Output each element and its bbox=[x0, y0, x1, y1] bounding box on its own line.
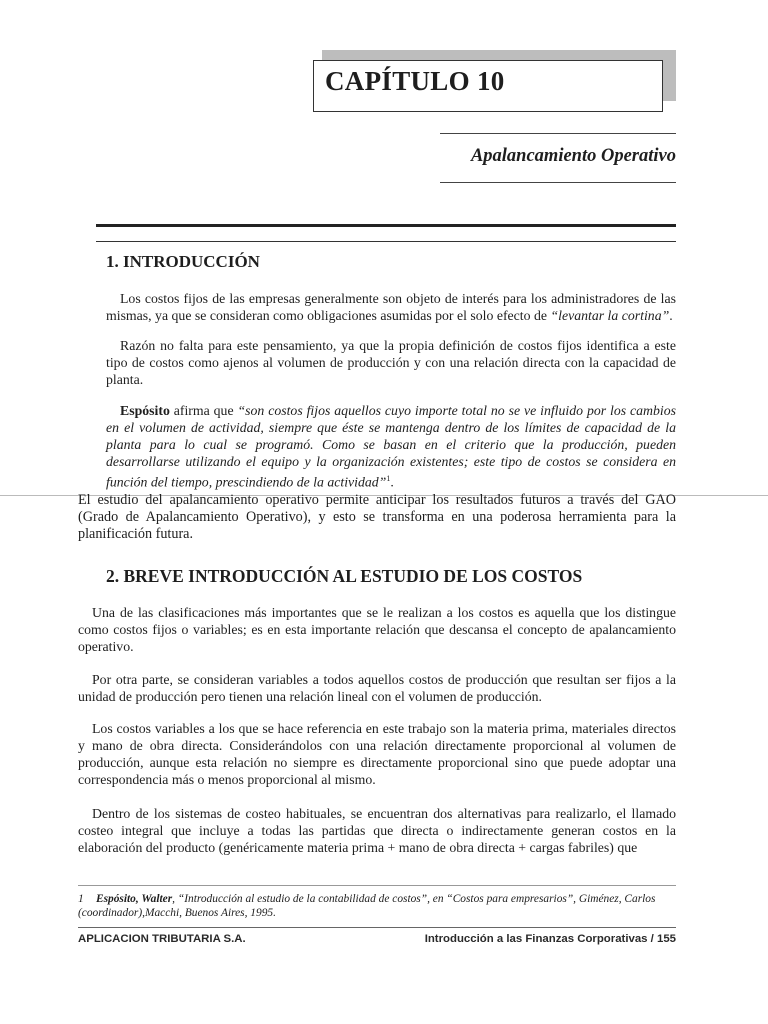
section-heading-costos: 2. BREVE INTRODUCCIÓN AL ESTUDIO DE LOS COSTOS bbox=[106, 566, 583, 586]
chapter-title: CAPÍTULO 10 bbox=[325, 66, 505, 96]
intro-p1-quote: “levantar la cortina” bbox=[550, 308, 670, 323]
costos-paragraph-4: Dentro de los sistemas de costeo habituales, se encuentran dos alternativas para realizarlo, el llamado costeo integral que incluye a todas las partidas que directa o indirectamente generan costos en la elaboración del producto (genéricamente materia prima + mano de obra directa + cargas fabriles) que bbox=[78, 806, 676, 855]
intro-paragraph-4: El estudio del apalancamiento operativo permite anticipar los resultados futuros a través del GAO (Grado de Apalancamiento Operativo), y esto se transforma en una poderosa herramienta para la planificación futura. bbox=[78, 492, 676, 542]
intro-p1-text: Los costos fijos de las empresas generalmente son objeto de interés para los administradores de las mismas, ya que se consideran como obligaciones asumidas por el solo efecto de bbox=[106, 291, 676, 323]
footnote-number: 1 bbox=[78, 893, 84, 905]
footer-rule bbox=[78, 927, 676, 928]
footnote-author: Espósito, Walter bbox=[96, 893, 173, 905]
intro-p3-quote: “son costos fijos aquellos cuyo importe total no se ve influido por los cambios en el volumen de actividad, siempre que éste se mantenga dentro de los límites de capacidad de la planta para lo cual se programó. Como se basan en el criterio que la producción, pueden desarrollarse utilizando el equipo y la organización existentes; este tipo de costos se considera en función del tiempo, prescindiendo de la actividad” bbox=[106, 403, 676, 490]
subtitle-top-rule bbox=[440, 133, 676, 134]
footer-publisher: APLICACION TRIBUTARIA S.A. bbox=[78, 933, 246, 945]
costos-paragraph-1: Una de las clasificaciones más importantes que se le realizan a los costos es aquella que los distingue como costos fijos o variables; es en esta importante relación que descansa el concepto de apalancamiento operativo. bbox=[78, 605, 676, 654]
intro-paragraph-2: Razón no falta para este pensamiento, ya que la propia definición de costos fijos identifica a este tipo de costos como ajenos al volumen de producción y con una relación directa con la capacidad de planta. bbox=[106, 338, 676, 387]
footnote bbox=[78, 892, 676, 920]
footnote-rule bbox=[78, 885, 676, 886]
section-divider-thick bbox=[96, 224, 676, 227]
section-heading-introduccion: 1. INTRODUCCIÓN bbox=[106, 252, 260, 271]
footnote-text: , “Introducción al estudio de la contabilidad de costos”, en “Costos para empresarios”, Giménez, Carlos (coordinador),Macchi, Buenos Aires, 1995. bbox=[78, 893, 656, 919]
subtitle-bottom-rule bbox=[440, 182, 676, 183]
section-divider-thin bbox=[96, 241, 676, 242]
costos-paragraph-2: Por otra parte, se consideran variables a todos aquellos costos de producción que resultan ser fijos a la unidad de producción pero tienen una relación lineal con el volumen de producción. bbox=[78, 672, 676, 704]
costos-paragraph-3: Los costos variables a los que se hace referencia en este trabajo son la materia prima, materiales directos y mano de obra directa. Considerándolos con una relación directamente proporcional al volumen de producción, aunque esta relación no siempre es directamente proporcional sino que puede adoptar una correspondencia más o menos proporcional al mismo. bbox=[78, 721, 676, 787]
footer-page-info: Introducción a las Finanzas Corporativas / 155 bbox=[424, 933, 676, 945]
intro-p3-verb: afirma que bbox=[169, 403, 238, 418]
intro-p1-end: . bbox=[669, 308, 673, 323]
intro-paragraph-1 bbox=[106, 290, 676, 324]
intro-p3-author: Espósito bbox=[120, 403, 170, 418]
footnote-reference: 1 bbox=[386, 474, 391, 483]
intro-p3-end: . bbox=[390, 474, 394, 490]
intro-paragraph-3 bbox=[106, 402, 676, 491]
chapter-subtitle: Apalancamiento Operativo bbox=[470, 146, 676, 166]
